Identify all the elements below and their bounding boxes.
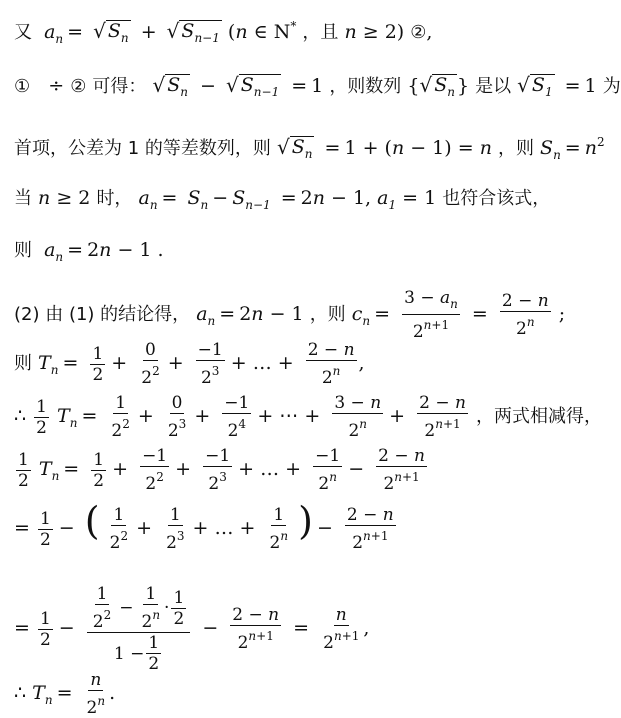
text: ，两式相减得，: [475, 406, 602, 427]
text: 是以: [475, 76, 512, 97]
text: 又: [14, 22, 32, 43]
line-10: = $\frac{1}{2}$ − ( $\frac{1}{2^2}$ + $\frac{1}{2^3}$ + … + $\frac{1}{2^n}$ ) − $\frac{2 - n}{2^{n+1}}$: [14, 499, 394, 553]
line-1: 又 $a_n$ = √ $S_n$ + √ $S_{n-1}$ (n ∈ N* ，且 n ≥ 2) ②,: [14, 19, 433, 46]
line-3: 首项，公差为 1 的等差数列，则 √ $S_n$ = 1 + (n − 1) = n ，则 $S_n = n^2$: [14, 135, 605, 162]
text: 时，: [96, 188, 133, 209]
line-8: ∴ $\frac{1}{2}$ $T_n$ = $\frac{1}{2^2}$ + $\frac{0}{2^3}$ + $\frac{-1}{2^4}$ + ⋯ + $\frac{3 - n}{2^n}$ + $\frac{2 - n}{2^{n+1}}$ ，两式相减得，: [14, 393, 602, 441]
text: ②: [410, 22, 427, 43]
line-12: ∴ $T_n$ = $\frac{n}{2^n}$ .: [14, 670, 116, 718]
line-7: 则 $T_n$ = $\frac{1}{2}$ + $\frac{0}{2^2}$ + $\frac{-1}{2^3}$ + … + $\frac{2 - n}{2^n}$ ,: [14, 340, 365, 388]
line-4: 当 n ≥ 2 时， $a_n = S_n - S_{n-1} = 2n - 1$, $a_1 = 1$ 也符合该式，: [14, 187, 551, 212]
text: ，则: [309, 304, 346, 325]
text: 则: [14, 240, 32, 261]
text: ，且: [302, 22, 339, 43]
line-5: 则 $a_n = 2n - 1$ .: [14, 239, 164, 264]
line-6: (2) 由 (1) 的结论得， $a_n = 2n - 1$ ，则 $c_n$ = $\frac{3 - a_n}{2^{n+1}}$ = $\frac{2 - n}{2^n}$ ;: [14, 288, 566, 342]
text: 则: [14, 353, 32, 374]
text: 为: [602, 76, 621, 97]
text: ，则数列: [329, 76, 402, 97]
line-9: $\frac{1}{2}$ $T_n$ = $\frac{1}{2}$ + $\frac{-1}{2^2}$ + $\frac{-1}{2^3}$ + … + $\frac{-1}{2^n}$ − $\frac{2 - n}{2^{n+1}}$: [18, 446, 425, 494]
text: ，则: [497, 138, 534, 159]
text: 首项，公差为 1 的等差数列，则: [14, 138, 271, 159]
text: 也符合该式，: [442, 188, 551, 209]
text: (2) 由 (1) 的结论得，: [14, 304, 191, 325]
text: ②: [70, 76, 87, 97]
text: ①: [14, 76, 31, 97]
text: 当: [14, 188, 32, 209]
line-2: ① ÷ ② 可得： √ $S_n$ − √ $S_{n-1}$ = 1 ，则数列 { √ $S_n$ } 是以 √ $S_1$ = 1 为: [14, 74, 528, 102]
text: 可得：: [92, 76, 147, 97]
line-11: = $\frac{1}{2}$ − $\frac{1}{2^2}$ − $\frac{1}{2^n}$ · $\frac{1}{2}$ 1 − $\frac{1}{2}$ − $\frac{2 - n}{2^{n+1}}$ = $\frac{n}{2^{n+1}}$ ,: [14, 584, 370, 674]
